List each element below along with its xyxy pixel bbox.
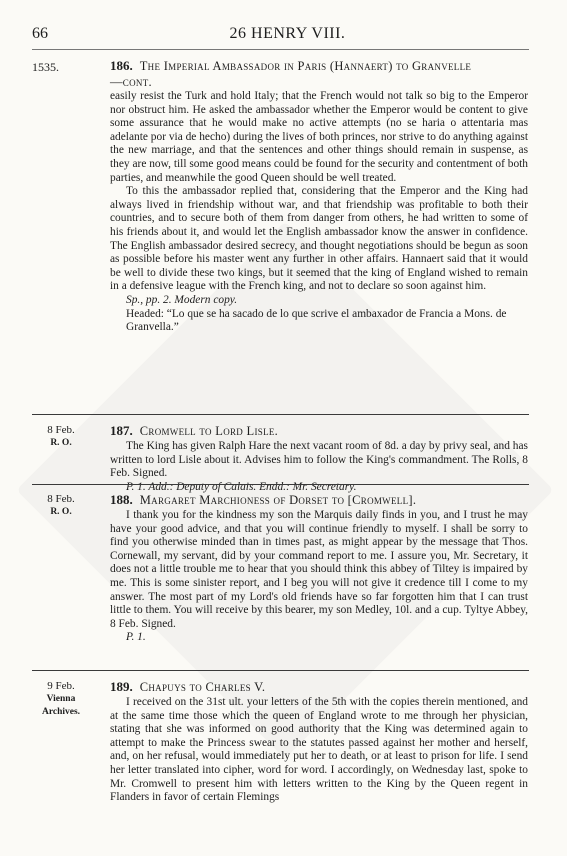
header-rule xyxy=(32,49,529,50)
entry-paragraph: The King has given Ralph Hare the next vacant room of 8d. a day by privy seal, and has written to lord Lisle about it. Advises him to follow the King's commandment. The Rolls, 8 Feb. Signed. xyxy=(110,440,528,480)
margin-note-187 xyxy=(30,424,92,450)
margin-note-188 xyxy=(30,493,92,519)
entry-paragraph: To this the ambassador replied that, considering that the Emperor and the King had always lived in friendship without war, and that friendship was profitable to both their countries, and to secure both of them from danger from others, he had written to some of his friends about it, and would let the English ambassador know the answer in confidence. The English ambassador desired secrecy, and thought negotiations should be begun as soon as possible before his master went any further in other affairs. Hannaert said that it would be well to divide these two kings, but it seemed that the king of England wished to remain in a defensive league with the French king, and not to declare so soon against him. xyxy=(110,185,528,293)
entry-date: 8 Feb. xyxy=(47,493,75,505)
entry-heading-cont: —cont. xyxy=(110,75,152,89)
entry-source: R. O. xyxy=(50,438,72,448)
entry-number: 187. xyxy=(110,423,133,438)
entry-separator xyxy=(32,484,529,485)
entry-number: 189. xyxy=(110,679,133,694)
entry-189 xyxy=(110,679,528,805)
entry-separator xyxy=(32,414,529,415)
entry-meta: P. 1. xyxy=(126,631,146,644)
entry-title xyxy=(110,58,528,74)
entry-title xyxy=(110,492,528,508)
running-title: 26 HENRY VIII. xyxy=(229,25,346,42)
page-header xyxy=(32,25,543,45)
entry-heading: The Imperial Ambassador in Paris (Hannaert) to Granvelle xyxy=(139,59,472,73)
entry-date: 9 Feb. xyxy=(47,680,75,692)
entry-heading: Margaret Marchioness of Dorset to [Cromwell]. xyxy=(139,493,417,507)
entry-source: Vienna Archives. xyxy=(41,694,81,717)
entry-heading: Cromwell to Lord Lisle. xyxy=(139,424,279,438)
entry-heading: Chapuys to Charles V. xyxy=(139,680,266,694)
entry-paragraph: I thank you for the kindness my son the Marquis daily finds in you, and I trust he may have your good advice, and that you will continue friendly to myself. I shall be sorry to find you otherwise minded than in times past, as might appear by the message that Thos. Cornewall, my servant, did by your command report to me. I assure you, Mr. Secretary, it does not a little trouble me to hear that you should think this abbey of Tiltey is impaired by me. This is some sinister report, and I beg you will not give it credence till I come to my answer. The most part of my Lord's old friends have so far forgotten him that I can trust little to them. You will receive by this bearer, my son Medley, 10l. and a cup. Tyltye Abbey, 8 Feb. Signed. xyxy=(110,509,528,630)
entry-meta: Sp., pp. 2. Modern copy. xyxy=(126,293,238,306)
entry-188 xyxy=(110,492,528,645)
year-label: 1535. xyxy=(32,60,59,74)
entry-title xyxy=(110,679,528,695)
entry-separator xyxy=(32,670,529,671)
entry-source: R. O. xyxy=(50,507,72,517)
entry-paragraph: easily resist the Turk and hold Italy; that the French would not talk so big to the Emperor nor obstruct him. He asked the ambassador whether the Emperor would be content to give some assurance that he would make no active attempts (no se haria o attentaria mas adelante por via de hecho) during the lives of both princes, nor strive to do anything against the new marriage, and that the sentences and other things should remain in suspense, as they are now, till some good means could be found for the security and contentment of both parties, and meanwhile the good Queen should be well treated. xyxy=(110,90,528,184)
page-number: 66 xyxy=(32,25,48,42)
entry-title xyxy=(110,423,528,439)
entry-paragraph: I received on the 31st ult. your letters of the 5th with the copies therein mentioned, and at the same time those which the queen of England wrote to me through her physician, stating that she was informed on good authority that the King was determined again to attempt to make the Princess swear to the statutes passed against her mother and herself, and, on her refusal, would immediately put her to death, or at least to prison for life. I send her letter translated into cipher, word for word. I accordingly, on Wednesday last, spoke to Mr. Cromwell to present him with letters written to the King by the Queen regent in Flanders in favor of certain Flemings xyxy=(110,696,528,804)
entry-number: 188. xyxy=(110,492,133,507)
entry-meta: Headed: “Lo que se ha sacado de lo que scrive el ambaxador de Francia a Mons. de Granvella.” xyxy=(126,307,507,334)
entry-meta: P. 1. Add.: Deputy of Calais. Endd.: Mr. Secretary. xyxy=(126,480,357,493)
entry-186 xyxy=(110,58,528,335)
margin-note-189 xyxy=(30,680,92,719)
entry-number: 186. xyxy=(110,58,133,73)
entry-date: 8 Feb. xyxy=(47,424,75,436)
